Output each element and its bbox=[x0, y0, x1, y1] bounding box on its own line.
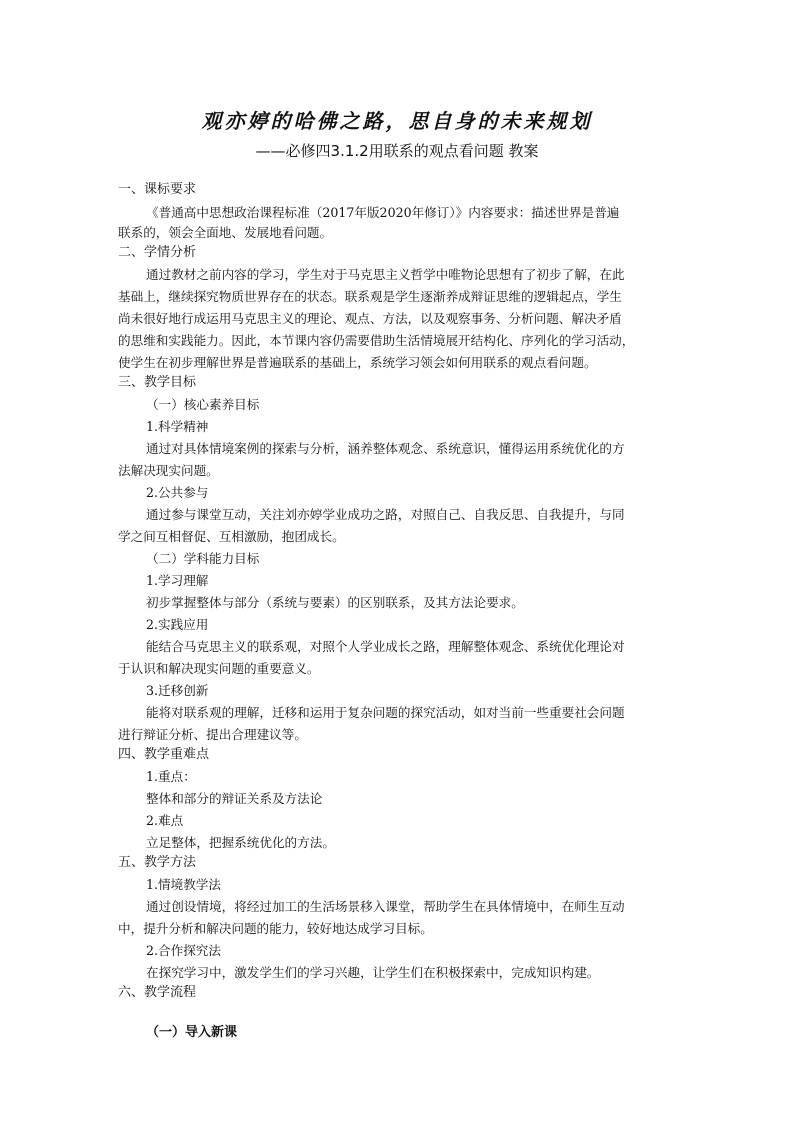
paragraph-line: 整体和部分的辩证关系及方法论 bbox=[146, 791, 323, 806]
paragraph-line: 使学生在初步理解世界是普遍联系的基础上，系统学习领会如何用联系的观点看问题。 bbox=[118, 355, 597, 370]
document-subtitle: ——必修四3.1.2用联系的观点看问题 教案 bbox=[255, 142, 539, 160]
paragraph-line: 于认识和解决现实问题的重要意义。 bbox=[118, 661, 320, 676]
item-heading: 2.合作探究法 bbox=[146, 943, 221, 958]
section-heading-4: 四、教学重难点 bbox=[118, 747, 210, 762]
paragraph-line: 初步掌握整体与部分（系统与要素）的区别联系，及其方法论要求。 bbox=[146, 595, 524, 610]
section-heading-6: 六、教学流程 bbox=[118, 985, 197, 1000]
paragraph-line: 《普通高中思想政治课程标准（2017年版2020年修订）》内容要求：描述世界是普遍 bbox=[146, 205, 620, 220]
paragraph-line: 中，提升分析和解决问题的能力，较好地达成学习目标。 bbox=[118, 921, 433, 936]
paragraph-line: 通过教材之前内容的学习，学生对于马克思主义哲学中唯物论思想有了初步了解，在此 bbox=[146, 267, 625, 282]
paragraph-line: 的思维和实践能力。因此，本节课内容仍需要借助生活情境展开结构化、序列化的学习活动， bbox=[118, 333, 635, 348]
paragraph-line: 能将对联系观的理解，迁移和运用于复杂问题的探究活动，如对当前一些重要社会问题 bbox=[146, 705, 625, 720]
section-heading-5: 五、教学方法 bbox=[118, 855, 197, 870]
paragraph-line: 联系的，领会全面地、发展地看问题。 bbox=[118, 225, 333, 240]
paragraph-line: 能结合马克思主义的联系观，对照个人学业成长之路，理解整体观念、系统优化理论对 bbox=[146, 639, 625, 654]
section-heading-3: 三、教学目标 bbox=[118, 375, 197, 390]
subsection-heading: （一）导入新课 bbox=[146, 1025, 238, 1040]
subsection-heading: （二）学科能力目标 bbox=[146, 551, 260, 566]
item-heading: 2.实践应用 bbox=[146, 617, 209, 632]
paragraph-line: 基础上，继续探究物质世界存在的状态。联系观是学生逐渐养成辩证思维的逻辑起点，学生 bbox=[118, 289, 622, 304]
item-heading: 1.重点： bbox=[146, 769, 196, 784]
paragraph-line: 通过参与课堂互动，关注刘亦婷学业成功之路，对照自己、自我反思、自我提升，与同 bbox=[146, 507, 625, 522]
paragraph-line: 学之间互相督促、互相激励，抱团成长。 bbox=[118, 529, 345, 544]
item-heading: 1.学习理解 bbox=[146, 573, 209, 588]
paragraph-line: 通过创设情境，将经过加工的生活场景移入课堂，帮助学生在具体情境中，在师生互动 bbox=[146, 899, 625, 914]
section-heading-1: 一、课标要求 bbox=[118, 182, 197, 197]
subsection-heading: （一）核心素养目标 bbox=[146, 397, 260, 412]
item-heading: 3.迁移创新 bbox=[146, 683, 209, 698]
item-heading: 1.科学精神 bbox=[146, 419, 209, 434]
item-heading: 1.情境教学法 bbox=[146, 877, 221, 892]
paragraph-line: 通过对具体情境案例的探索与分析，涵养整体观念、系统意识，懂得运用系统优化的方 bbox=[146, 441, 625, 456]
paragraph-line: 立足整体，把握系统优化的方法。 bbox=[146, 835, 335, 850]
item-heading: 2.公共参与 bbox=[146, 485, 209, 500]
paragraph-line: 在探究学习中，激发学生们的学习兴趣，让学生们在积极探索中，完成知识构建。 bbox=[146, 965, 600, 980]
paragraph-line: 法解决现实问题。 bbox=[118, 463, 219, 478]
item-heading: 2.难点 bbox=[146, 813, 184, 828]
paragraph-line: 尚未很好地行成运用马克思主义的理论、观点、方法，以及观察事务、分析问题、解决矛盾 bbox=[118, 311, 622, 326]
paragraph-line: 进行辩证分析、提出合理建议等。 bbox=[118, 727, 307, 742]
section-heading-2: 二、学情分析 bbox=[118, 245, 197, 260]
document-title: 观亦婷的哈佛之路，思自身的未来规划 bbox=[201, 109, 593, 133]
